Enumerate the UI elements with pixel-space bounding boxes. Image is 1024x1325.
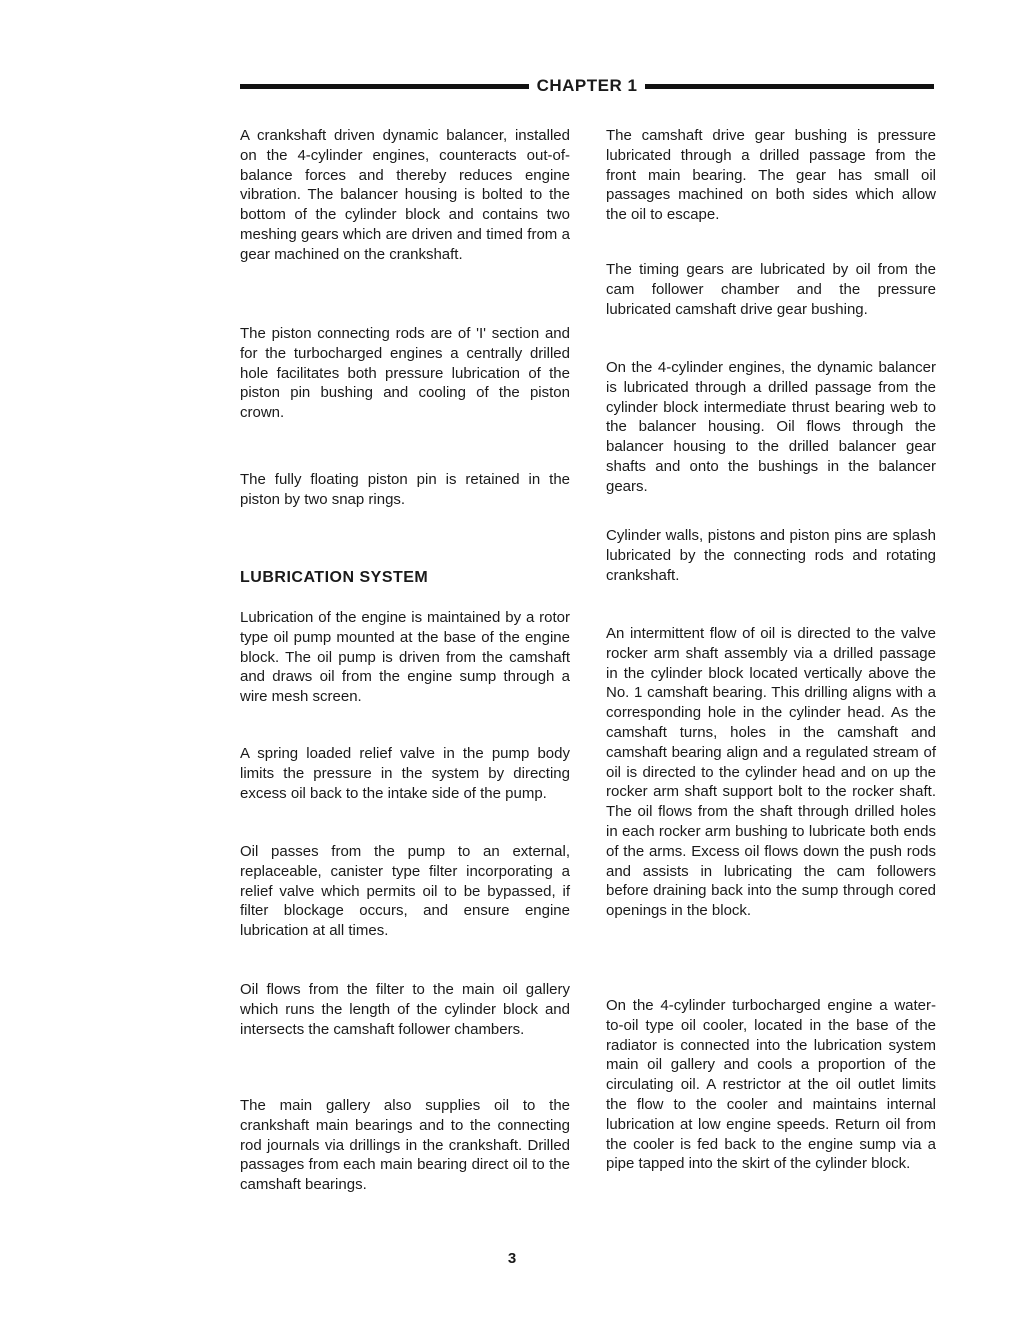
paragraph-piston-pin: The fully floating piston pin is retained in the piston by two snap rings. [240,471,570,508]
section-heading-lubrication: LUBRICATION SYSTEM [240,569,429,586]
paragraph-camshaft-bushing: The camshaft drive gear bushing is pressure lubricated through a drilled passage from the front main bearing. The gear has small oil passages machined on both sides which allow the oil to escape. [606,127,936,224]
chapter-title: CHAPTER 1 [536,76,638,95]
paragraph-main-gallery: Oil flows from the filter to the main oil gallery which runs the length of the cylinder block and intersects the camshaft follower chambers. [240,981,570,1038]
header-rule-left [240,84,529,89]
chapter-header [240,74,934,98]
paragraph-rocker-arm: An intermittent flow of oil is directed to the valve rocker arm shaft assembly via a drilled passage in the cylinder block located vertically above the No. 1 camshaft bearing. This drilling aligns with a corresponding hole in the cylinder head. As the camshaft turns, holes in the camshaft and camshaft bearing align and a regulated stream of oil is directed to the cylinder head and on up the rocker arm shaft support bolt to the rocker shaft. The oil flows from the shaft through drilled holes in each rocker arm bushing to lubricate both ends of the arms. Excess oil flows down the push rods and assists in lubricating the cam followers before draining back into the sump through cored openings in the block. [606,625,936,920]
paragraph-oil-cooler: On the 4-cylinder turbocharged engine a water-to-oil type oil cooler, located in the base of the radiator is connected into the lubrication system main oil gallery and cools a proportion of the circulating oil. A restrictor at the oil outlet limits the flow to the cooler and maintains internal lubrication at low engine speeds. Return oil from the cooler is fed back to the engine sump via a pipe tapped into the skirt of the cylinder block. [606,997,936,1173]
paragraph-oil-pump: Lubrication of the engine is maintained by a rotor type oil pump mounted at the base of the engine block. The oil pump is driven from the camshaft and draws oil from the engine sump through a wire mesh screen. [240,609,570,706]
header-rule-right [645,84,934,89]
page-number: 3 [507,1250,517,1267]
paragraph-relief-valve: A spring loaded relief valve in the pump body limits the pressure in the system by directing excess oil back to the intake side of the pump. [240,745,570,802]
paragraph-dynamic-balancer: A crankshaft driven dynamic balancer, installed on the 4-cylinder engines, counteracts out-of-balance forces and thereby reduces engine vibration. The balancer housing is bolted to the bottom of the cylinder block and contains two meshing gears which are driven and timed from a gear machined on the crankshaft. [240,127,570,263]
paragraph-main-bearings: The main gallery also supplies oil to the crankshaft main bearings and to the connecting rod journals via drillings in the crankshaft. Drilled passages from each main bearing direct oil to the camshaft bearings. [240,1097,570,1194]
paragraph-splash-lubrication: Cylinder walls, pistons and piston pins are splash lubricated by the connecting rods and rotating crankshaft. [606,527,936,584]
paragraph-balancer-lubrication: On the 4-cylinder engines, the dynamic balancer is lubricated through a drilled passage from the cylinder block intermediate thrust bearing web to the balancer housing. Oil flows through the balancer housing to the drilled balancer gear shafts and onto the bushings in the balancer gears. [606,359,936,495]
paragraph-connecting-rods: The piston connecting rods are of 'I' section and for the turbocharged engines a centrally drilled hole facilitates both pressure lubrication of the piston pin bushing and cooling of the piston crown. [240,325,570,422]
paragraph-oil-filter: Oil passes from the pump to an external, replaceable, canister type filter incorporating a relief valve which permits oil to be bypassed, if filter blockage occurs, and ensure engine lubrication at all times. [240,843,570,940]
paragraph-timing-gears: The timing gears are lubricated by oil from the cam follower chamber and the pressure lubricated camshaft drive gear bushing. [606,261,936,318]
